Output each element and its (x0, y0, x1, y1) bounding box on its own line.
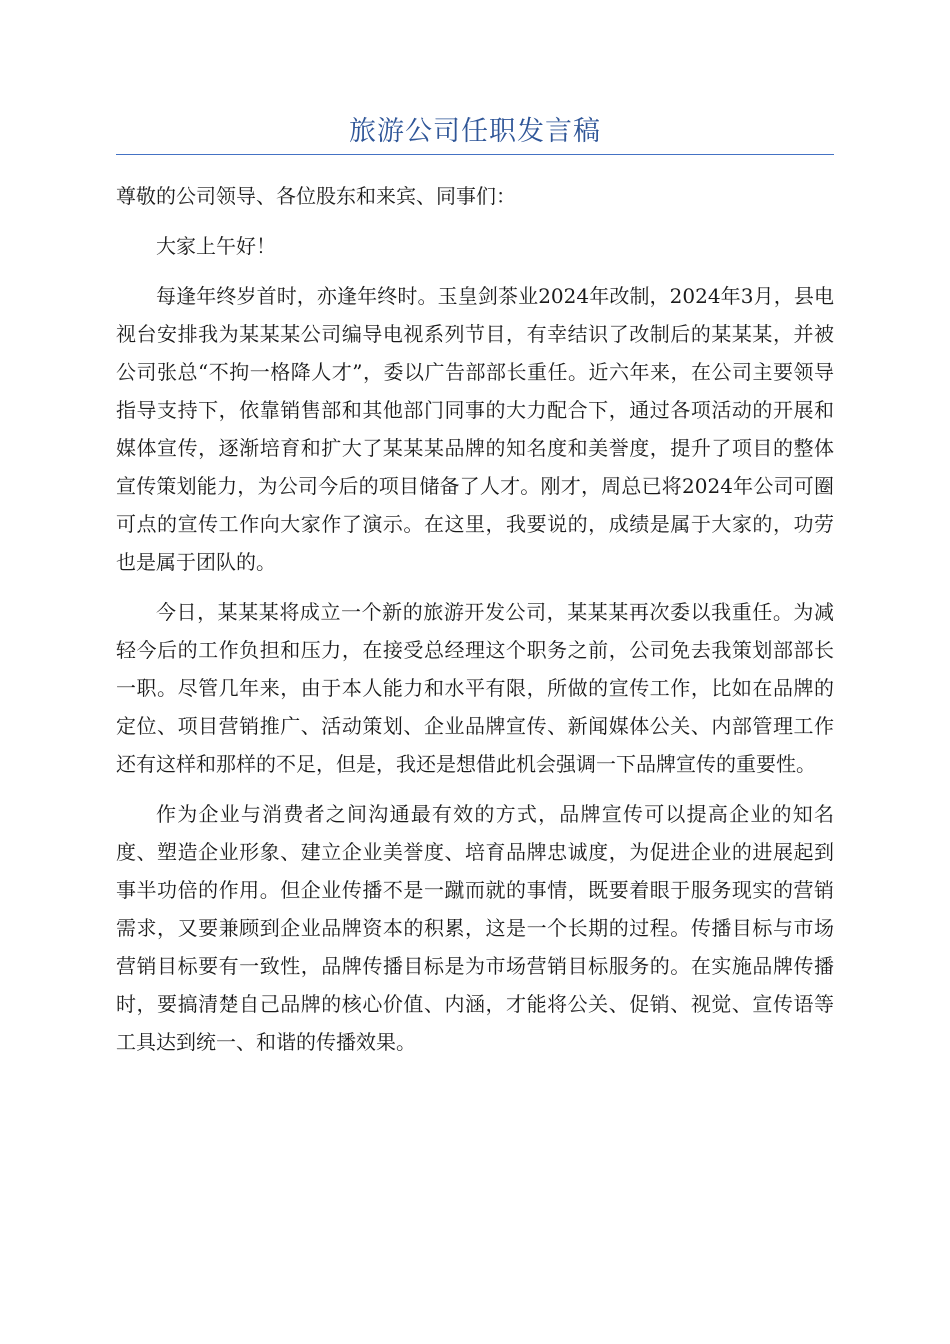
document-title: 旅游公司任职发言稿 (349, 116, 601, 147)
greeting-paragraph: 大家上午好！ (156, 234, 276, 258)
body-paragraph: 今日，某某某将成立一个新的旅游开发公司，某某某再次委以我重任。为减轻今后的工作负担和压力，在接受总经理这个职务之前，公司免去我策划部部长一职。尽管几年来，由于本人能力和水平有限，所做的宣传工作，比如在品牌的定位、项目营销推广、活动策划、企业品牌宣传、新闻媒体公关、内部管理工作还有这样和那样的不足，但是，我还是想借此机会强调一下品牌宣传的重要性。 (116, 600, 834, 776)
salutation-paragraph: 尊敬的公司领导、各位股东和来宾、同事们： (116, 184, 516, 208)
body-paragraph: 每逢年终岁首时，亦逢年终时。玉皇剑茶业2024年改制，2024年3月，县电视台安排我为某某某公司编导电视系列节目，有幸结识了改制后的某某某，并被公司张总“不拘一格降人才”，委以广告部部长重任。近六年来，在公司主要领导指导支持下，依靠销售部和其他部门同事的大力配合下，通过各项活动的开展和媒体宣传，逐渐培育和扩大了某某某品牌的知名度和美誉度，提升了项目的整体宣传策划能力，为公司今后的项目储备了人才。刚才，周总已将2024年公司可圈可点的宣传工作向大家作了演示。在这里，我要说的，成绩是属于大家的，功劳也是属于团队的。 (116, 284, 834, 574)
body-paragraph: 作为企业与消费者之间沟通最有效的方式，品牌宣传可以提高企业的知名度、塑造企业形象、建立企业美誉度、培育品牌忠诚度，为促进企业的进展起到事半功倍的作用。但企业传播不是一蹴而就的事情，既要着眼于服务现实的营销需求，又要兼顾到企业品牌资本的积累，这是一个长期的过程。传播目标与市场营销目标要有一致性，品牌传播目标是为市场营销目标服务的。在实施品牌传播时，要搞清楚自己品牌的核心价值、内涵，才能将公关、促销、视觉、宣传语等工具达到统一、和谐的传播效果。 (116, 802, 834, 1054)
title-underline (116, 154, 834, 155)
document-body (116, 177, 834, 1073)
